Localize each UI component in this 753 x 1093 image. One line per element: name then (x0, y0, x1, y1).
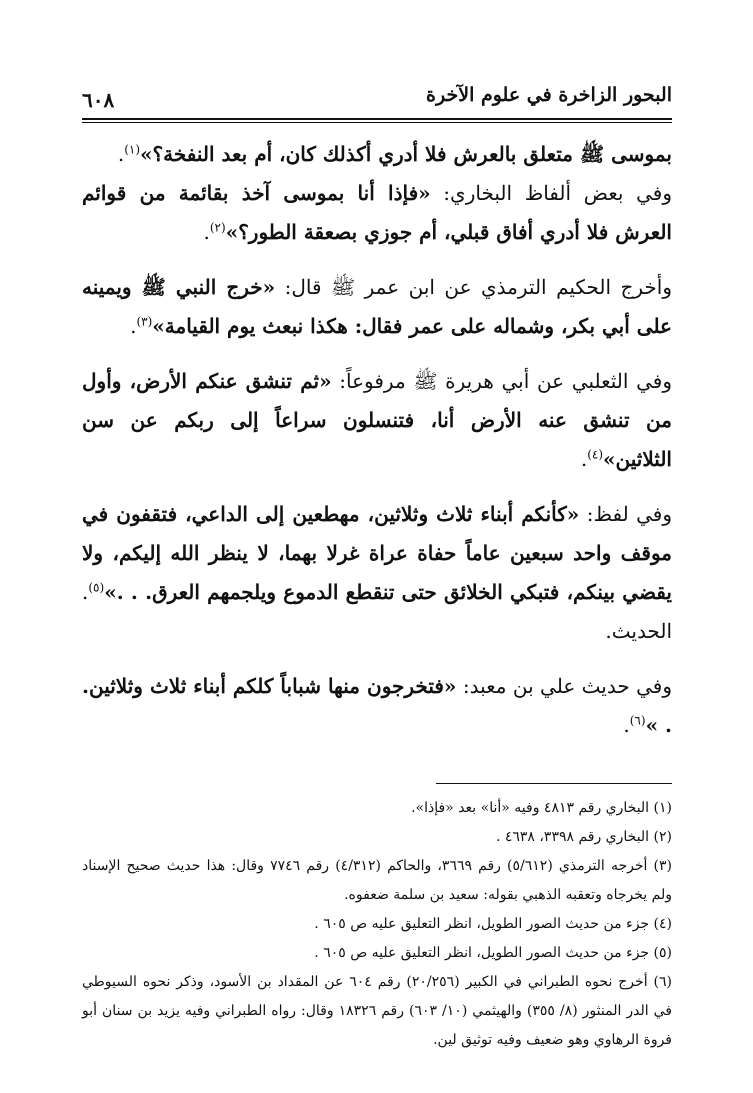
footnote-number: (٢) (653, 829, 672, 845)
paragraph-intro: وأخرج الحكيم الترمذي عن ابن عمر ﷺ قال: (275, 275, 672, 299)
paragraph (82, 667, 672, 745)
paragraph (82, 135, 672, 252)
footnote-ref[interactable]: (٣) (136, 314, 153, 329)
footnote-text: جزء من حديث الصور الطويل، انظر التعليق عليه ص ٦٠٥ . (314, 916, 650, 932)
footnote-number: (٥) (653, 945, 672, 961)
paragraph-intro: وفي لفظ: (579, 502, 672, 526)
hadith-quote: بموسى ﷺ متعلق بالعرش فلا أدري أكذلك كان، أم بعد النفخة؟» (140, 142, 672, 166)
hadith-quote: «ثم تنشق عنكم الأرض، وأول من تنشق عنه الأرض أنا، فتنسلون سراعاً إلى ربكم عن سن الثلاثين» (82, 369, 672, 471)
footnote-number: (٤) (653, 916, 672, 932)
running-header (82, 80, 672, 116)
footnote-separator (436, 783, 672, 784)
footnote-text: أخرج نحوه الطبراني في الكبير (٢٠/٢٥٦) رقم ٦٠٤ عن المقداد بن الأسود، وذكر نحوه السيوطي في الدر المنثور (٨/ ٣٥٥) والهيثمي (١٠/ ٦٠٣) رقم ١٨٣٢٦ وقال: رواه الطبراني وفيه يزيد بن سنان أبو فروة الرهاوي وهو ضعيف وفيه توثيق لين. (82, 974, 672, 1048)
paragraph-outro: . (117, 142, 125, 166)
paragraph (82, 362, 672, 479)
hadith-quote: «فإذا أنا بموسى آخذ بقائمة من قوائم العرش فلا أدري أفاق قبلي، أم جوزي بصعقة الطور؟» (82, 181, 672, 244)
footnote-text: البخاري رقم ٣٣٩٨، ٤٦٣٨ . (495, 829, 650, 845)
footnote (82, 852, 672, 910)
footnote (82, 910, 672, 939)
paragraph-outro: . الحديث. (82, 580, 672, 643)
paragraph (82, 268, 672, 346)
footnote-ref[interactable]: (١) (124, 142, 141, 157)
footnote-ref[interactable]: (٢) (209, 220, 226, 235)
footnote-ref[interactable]: (٦) (629, 713, 646, 728)
footnotes (82, 794, 672, 1055)
footnote-text: البخاري رقم ٤٨١٣ وفيه «أنا» بعد «فإذا». (411, 800, 650, 816)
header-rule (82, 118, 672, 123)
footnote-number: (٣) (653, 858, 672, 874)
footnote-text: أخرجه الترمذي (٥/٦١٢) رقم ٣٦٦٩، والحاكم (٤/٣١٢) رقم ٧٧٤٦ وقال: هذا حديث صحيح الإسناد ولم يخرجاه وتعقبه الذهبي بقوله: سعيد بن سلمة ضعفوه. (82, 858, 672, 903)
paragraph-outro: . (130, 314, 137, 338)
paragraph-outro: . (623, 713, 630, 737)
hadith-quote: «فتخرجون منها شباباً كلكم أبناء ثلاث وثلاثين. . » (82, 674, 672, 737)
footnote (82, 794, 672, 823)
page-number: ٦٠٨ (82, 88, 115, 112)
paragraph-outro: . (580, 447, 588, 471)
footnote-text: جزء من حديث الصور الطويل، انظر التعليق عليه ص ٦٠٥ . (314, 945, 650, 961)
footnote (82, 939, 672, 968)
paragraph-intro: وفي حديث علي بن معبد: (456, 674, 672, 698)
footnote-ref[interactable]: (٥) (88, 580, 105, 595)
footnote-number: (١) (653, 800, 672, 816)
hadith-quote: «خرج النبي ﷺ ويمينه على أبي بكر، وشماله على عمر فقال: هكذا نبعث يوم القيامة» (82, 275, 672, 338)
footnote-number: (٦) (653, 974, 672, 990)
paragraph-intro: وفي بعض ألفاظ البخاري: (430, 181, 672, 205)
main-text (82, 135, 672, 745)
paragraph-outro: . (203, 220, 210, 244)
footnote (82, 968, 672, 1055)
running-title: البحور الزاخرة في علوم الآخرة (426, 84, 672, 106)
footnote-ref[interactable]: (٤) (587, 447, 604, 462)
paragraph-intro: وفي الثعلبي عن أبي هريرة ﷺ مرفوعاً: (331, 369, 673, 393)
book-page (82, 80, 672, 1055)
paragraph (82, 495, 672, 651)
footnote (82, 823, 672, 852)
hadith-quote: «كأنكم أبناء ثلاث وثلاثين، مهطعين إلى الداعي، فتقفون في موقف واحد سبعين عاماً حفاة عراة غرلا بهما، لا ينظر الله إليكم، ولا يقضي بينكم، فتبكي الخلائق حتى تنقطع الدموع ويلجمهم العرق. . .» (82, 502, 672, 604)
